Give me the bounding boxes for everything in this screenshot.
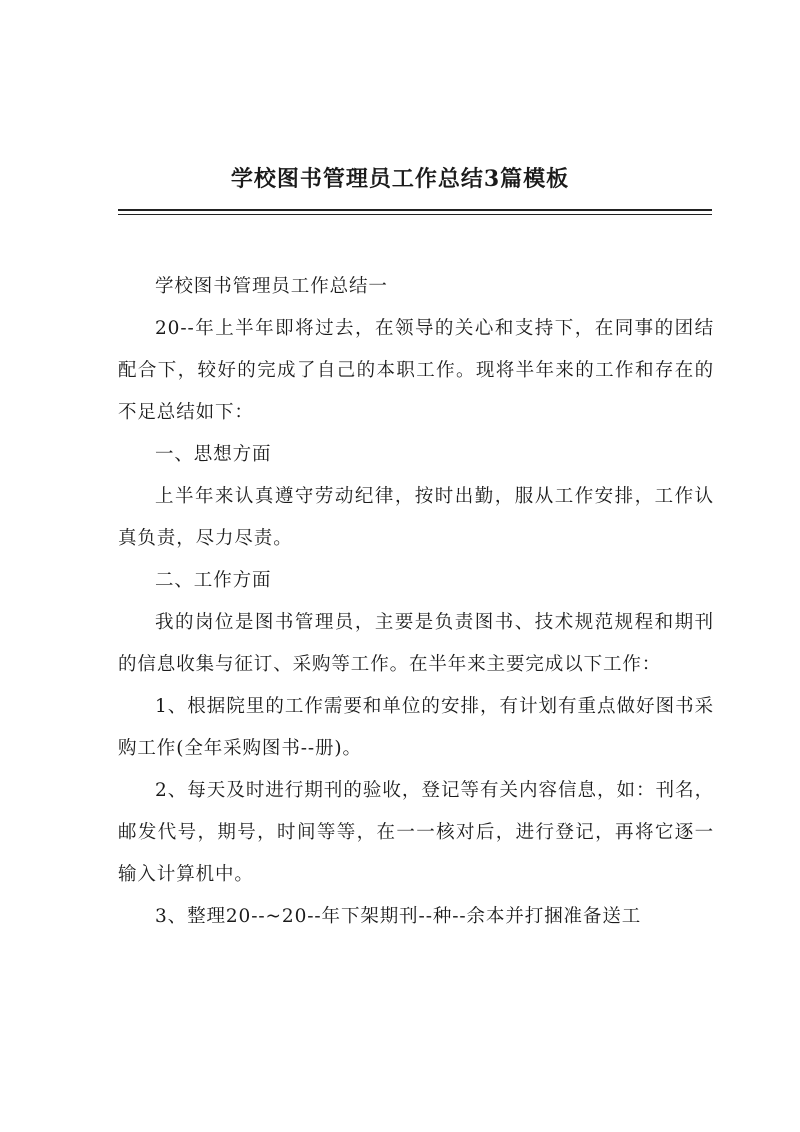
paragraph: 20--年上半年即将过去，在领导的关心和支持下，在同事的团结配合下，较好的完成了自己的本职工作。现将半年来的工作和存在的不足总结如下：	[118, 318, 714, 423]
paragraph: 上半年来认真遵守劳动纪律，按时出勤，服从工作安排，工作认真负责，尽力尽责。	[118, 486, 714, 549]
paragraph: 我的岗位是图书管理员，主要是负责图书、技术规范规程和期刊的信息收集与征订、采购等工作。在半年来主要完成以下工作：	[118, 612, 714, 675]
section-heading: 学校图书管理员工作总结一	[155, 276, 388, 297]
title-divider-thin	[118, 214, 712, 215]
section-heading: 一、思想方面	[155, 444, 272, 465]
document-body	[118, 266, 714, 938]
list-item: 3、整理20--~20--年下架期刊--种--余本并打捆准备送工	[155, 906, 642, 927]
list-item: 2、每天及时进行期刊的验收，登记等有关内容信息，如：刊名，邮发代号，期号，时间等等，在一一核对后，进行登记，再将它逐一输入计算机中。	[118, 780, 714, 885]
document-title: 学校图书管理员工作总结3篇模板	[230, 166, 570, 192]
title-divider-thick	[118, 209, 712, 211]
section-heading: 二、工作方面	[155, 570, 272, 591]
list-item: 1、根据院里的工作需要和单位的安排，有计划有重点做好图书采购工作(全年采购图书--册)。	[118, 696, 714, 759]
